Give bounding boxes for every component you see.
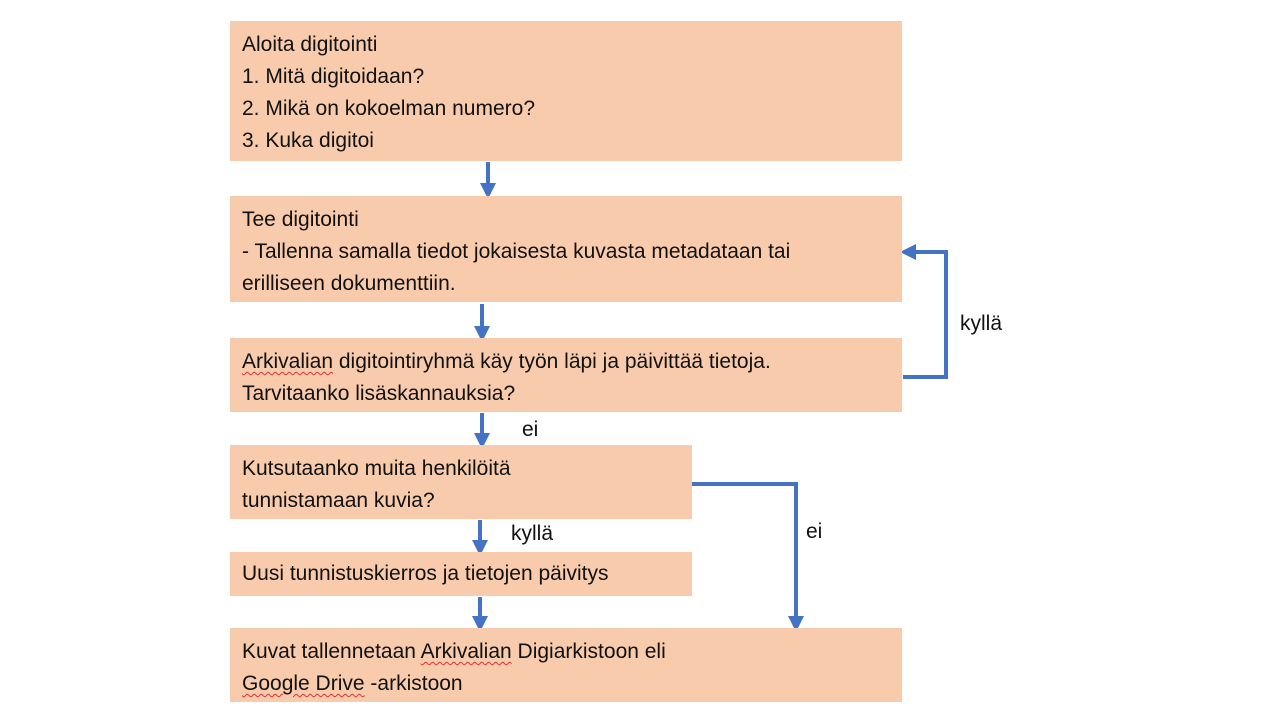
review-line-1-rest: digitointiryhmä käy työn läpi ja päivittää tietoja. [333,350,771,373]
label-invite-no: ei [806,520,823,543]
start-item-3-number: 3. [242,129,260,152]
start-item-1-number: 1. [242,65,260,88]
invite-box [230,445,692,519]
label-loop-yes: kyllä [960,312,1003,335]
label-review-no: ei [522,418,539,441]
digitize-box [230,196,902,302]
invite-line-2: tunnistamaan kuvia? [242,489,435,512]
start-item-3 [242,125,890,157]
start-item-2-number: 2. [242,97,260,120]
save-line-1 [242,636,890,668]
round-text: Uusi tunnistuskierros ja tietojen päivitys [242,562,609,585]
save-spellcheck-phrase: Google Drive [242,672,365,695]
save-line-2 [242,668,890,700]
start-title: Aloita digitointi [242,33,378,56]
review-box [230,338,902,412]
arrow-invite-no-to-save [692,484,796,624]
save-box [230,628,902,702]
start-item-3-text: Kuka digitoi [265,129,374,152]
round-box [230,552,692,596]
digitize-title: Tee digitointi [242,208,359,231]
invite-line-1: Kutsutaanko muita henkilöitä [242,457,511,480]
start-item-2-text: Mikä on kokoelman numero? [265,97,535,120]
save-line-2-post: -arkistoon [364,672,463,695]
start-item-1 [242,61,890,93]
review-line-1 [242,346,890,378]
review-line-2: Tarvitaanko lisäskannauksia? [242,382,516,405]
start-item-1-text: Mitä digitoidaan? [265,65,425,88]
start-box [230,21,902,161]
save-line-1-post: Digiarkistoon eli [511,640,666,663]
start-item-2 [242,93,890,125]
review-spellcheck-word: Arkivalian [242,350,334,373]
save-line-1-pre: Kuvat tallennetaan [242,640,421,663]
label-invite-yes: kyllä [511,522,554,545]
arrow-loop-back-yes [903,252,946,377]
save-spellcheck-word: Arkivalian [420,640,512,663]
digitize-line-2: - Tallenna samalla tiedot jokaisesta kuvasta metadataan tai [242,240,791,263]
digitize-line-3: erilliseen dokumenttiin. [242,272,456,295]
